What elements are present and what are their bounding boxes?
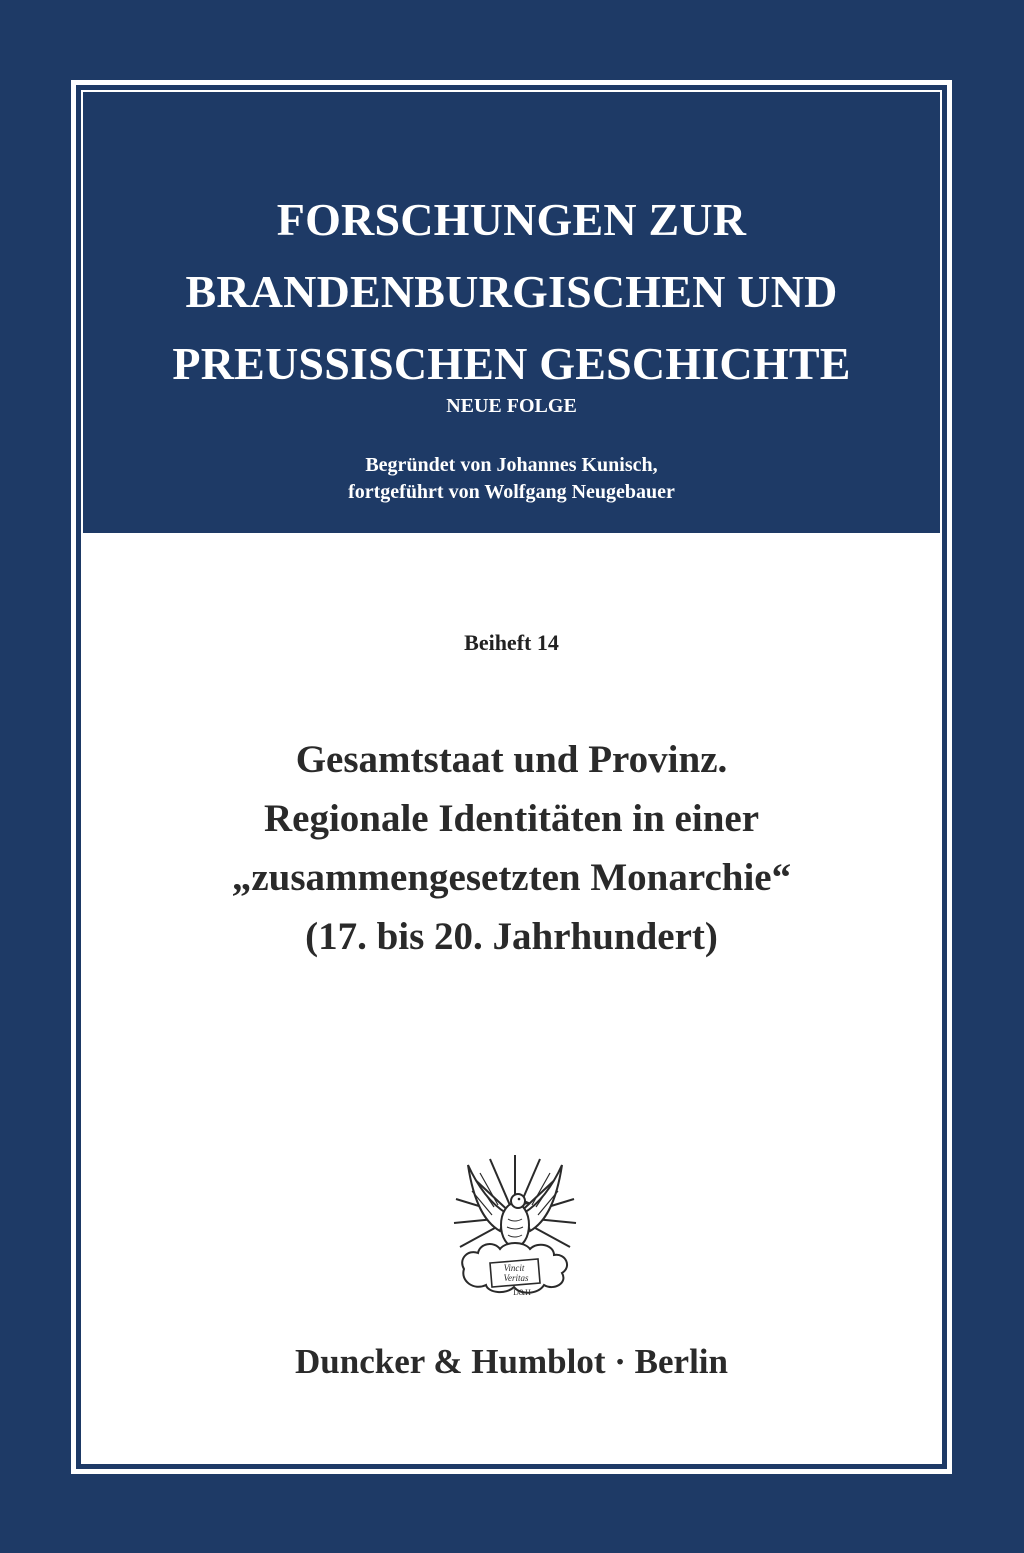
eagle-emblem-icon (450, 1147, 580, 1302)
book-title-line: „zusammengesetzten Monarchie“ (231, 856, 792, 899)
logo-motto: Veritas (503, 1273, 529, 1283)
book-title-line: (17. bis 20. Jahrhundert) (305, 915, 718, 958)
series-editors (83, 452, 940, 506)
inner-border-frame (81, 90, 942, 1464)
series-title-line: PREUSSISCHEN GESCHICHTE (172, 338, 851, 389)
volume-label: Beiheft 14 (464, 630, 559, 655)
series-title (83, 184, 940, 400)
publisher-imprint: Duncker & Humblot · Berlin (295, 1342, 728, 1381)
book-title-line: Gesamtstaat und Provinz. (295, 738, 728, 781)
series-subtitle: NEUE FOLGE (446, 395, 577, 417)
logo-motto: Vincit (503, 1263, 525, 1273)
series-editors-line: fortgeführt von Wolfgang Neugebauer (348, 481, 675, 503)
series-title-line: FORSCHUNGEN ZUR (276, 194, 747, 245)
series-header-band (83, 92, 940, 533)
book-title-line: Regionale Identitäten in einer (263, 797, 760, 840)
series-title-line: BRANDENBURGISCHEN UND (185, 266, 838, 317)
series-editors-line: Begründet von Johannes Kunisch, (365, 454, 658, 476)
book-title (83, 730, 940, 966)
title-panel (83, 533, 940, 1462)
logo-monogram: D&H (513, 1288, 531, 1297)
